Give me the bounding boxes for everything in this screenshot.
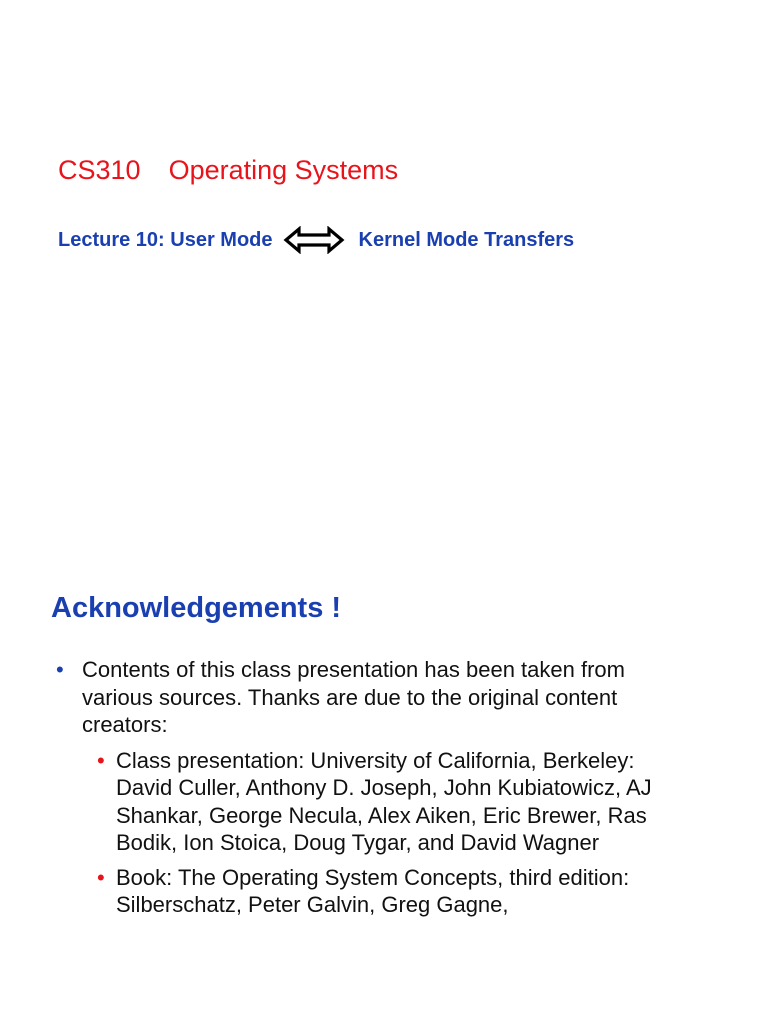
double-headed-arrow-icon (283, 226, 345, 254)
sub-list (56, 747, 696, 919)
sub-bullet-text: Book: The Operating System Concepts, third edition: Silberschatz, Peter Galvin, Greg Gagne, (116, 864, 630, 917)
course-name: Operating Systems (168, 155, 399, 185)
bullet-dot-icon: • (97, 747, 105, 773)
lecture-right-text: Kernel Mode Transfers (358, 228, 575, 251)
bullet-dot-icon: • (56, 657, 64, 682)
bullet-dot-icon: • (97, 864, 105, 890)
list-item (97, 747, 696, 857)
course-code: CS310 (58, 155, 141, 185)
lecture-left-text: Lecture 10: User Mode (58, 228, 273, 251)
lecture-subtitle (58, 226, 574, 254)
list-item (56, 656, 696, 739)
list-item (97, 864, 696, 919)
sub-bullet-text: Class presentation: University of California, Berkeley: David Culler, Anthony D. Joseph, John Kubiatowicz, AJ Shankar, George Necula, Alex Aiken, Eric Brewer, Ras Bodik, Ion Stoica, Doug Tygar, and David Wagner (116, 747, 652, 855)
acknowledgements-list (56, 656, 696, 926)
bullet-text: Contents of this class presentation has been taken from various sources. Thanks are due to the original content creators: (82, 657, 625, 737)
acknowledgements-heading: Acknowledgements ! (51, 592, 342, 624)
course-title (58, 155, 398, 186)
